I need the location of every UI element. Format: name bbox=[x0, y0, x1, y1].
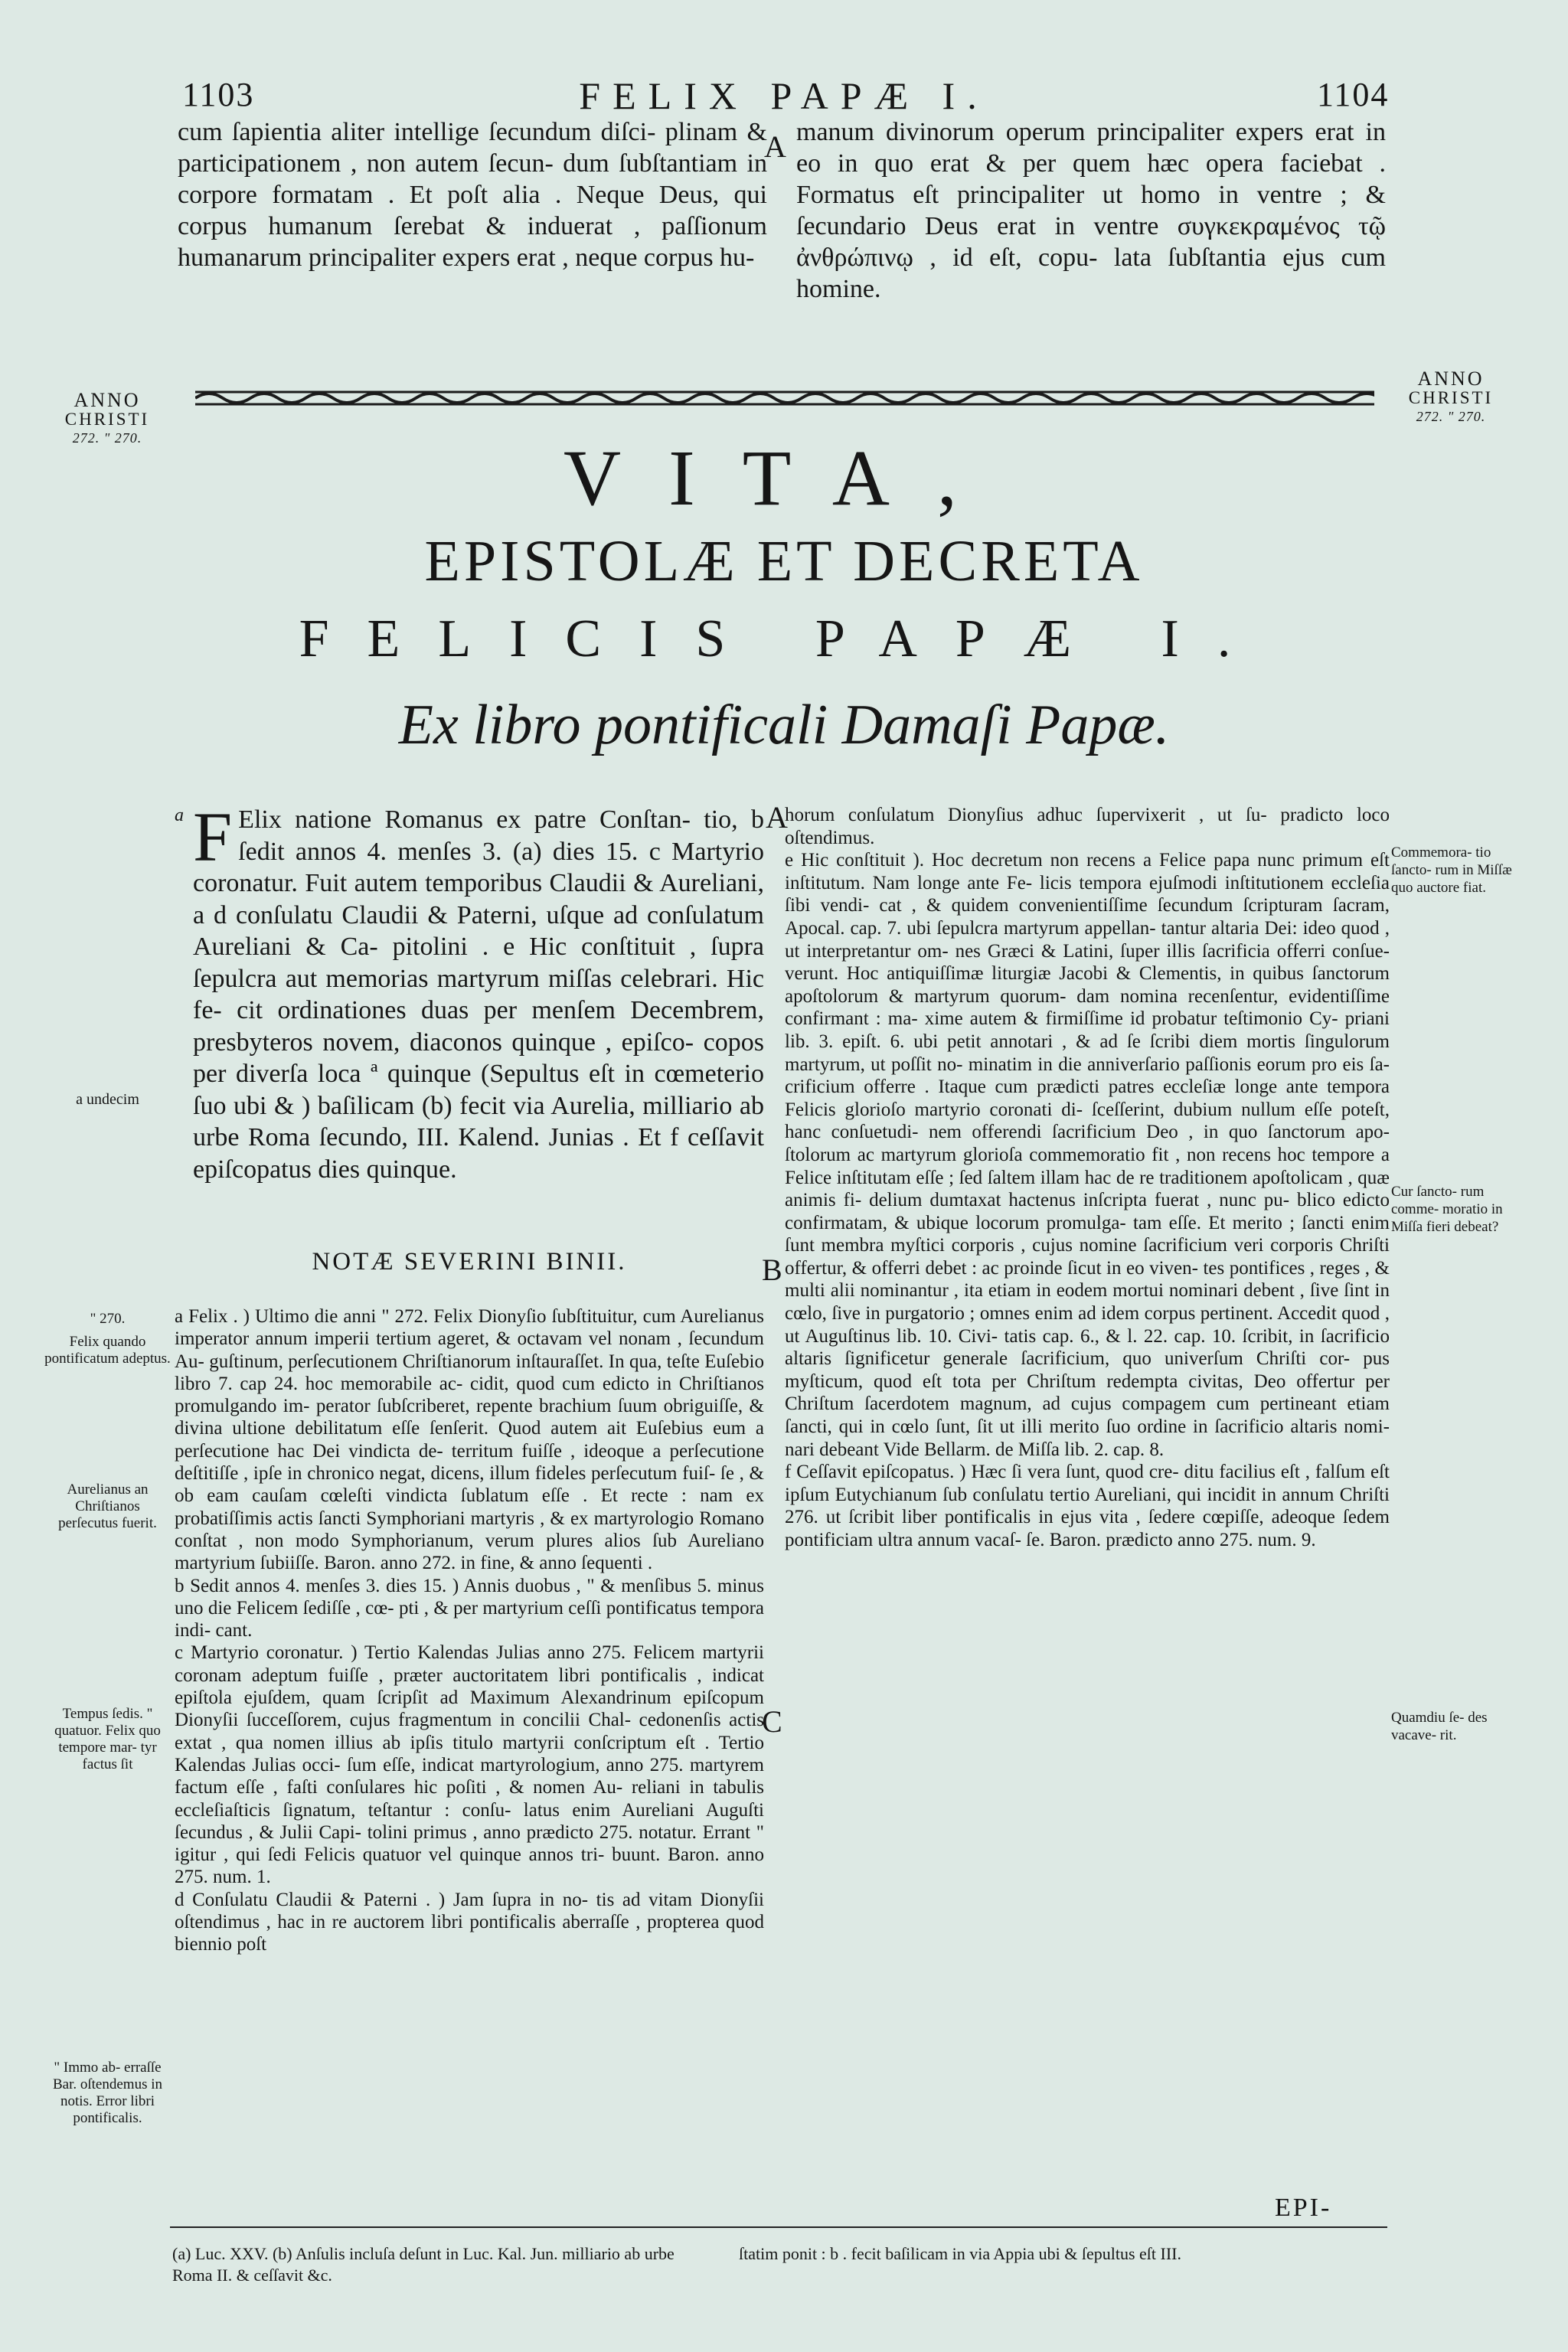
subtitle-source: Ex libro pontificali Damaſi Papæ. bbox=[398, 694, 1170, 756]
margin-right-note-1: Commemora- tio ſancto- rum in Miſſæ quo auctore fiat. bbox=[1391, 844, 1512, 896]
margin-left-note-3: Aurelianus an Chriſtianos perſecutus fuerit. bbox=[58, 1481, 157, 1531]
note-d: d Conſulatu Claudii & Paterni . ) Jam ſupra in no- tis ad vitam Dionyſii oſtendimus , hac in re auctorem libri pontificalis aberraſſe , propterea quod biennio poſt bbox=[175, 1889, 764, 1955]
footnote-right: ſtatim ponit : b . fecit baſilicam in via Appia ubi & ſepultus eſt III. bbox=[739, 2244, 1181, 2263]
margin-left-note-1: " 270. bbox=[90, 1311, 126, 1327]
title-epistolae: EPISTOLÆ ET DECRETA bbox=[424, 529, 1144, 593]
top-text-right-paragraph: manum divinorum operum principaliter expers erat in eo in quo erat & per quem hæc opera faciebat . Formatus eſt principaliter ut homo in ventre ; & ſecundario Deus erat in ventre συγκεκραμένος τῷ ἀνθρώπινῳ , id eſt, copu- lata ſubſtantia ejus cum homine. bbox=[796, 118, 1386, 303]
margin-a-body: a bbox=[175, 805, 184, 825]
anno-label: ANNO bbox=[1417, 368, 1485, 390]
notes-heading: NOTÆ SEVERINI BINII. bbox=[312, 1248, 627, 1276]
notes-left-column bbox=[175, 1305, 764, 1956]
margin-letter-a-top: A bbox=[764, 129, 786, 164]
drop-cap: F bbox=[193, 798, 233, 876]
top-text-right bbox=[796, 116, 1386, 305]
top-text-left-paragraph: cum ſapientia aliter intellige ſecundum diſci- plinam & participationem , non autem ſecun- dum ſubſtantiam in corpore formatam . Et poſt alia . Neque Deus, qui corpus humanum ſerebat & induerat , paſſionum humanarum principaliter expers erat , neque corpus hu- bbox=[178, 118, 767, 272]
note-f: f Ceſſavit epiſcopatus. ) Hæc ſi vera ſunt, quod cre- ditu facilius eſt , falſum eſt ipſum Eutychianum ſub conſulatu tertio Aureliani, qui incidit in annum Chriſti 276. ut ſcribit liber pontificalis in ejus vita , ſedere cœpiſſe, adeoque ſedem pontificiam ultra annum vacaſ- ſe. Baron. prædicto anno 275. num. 9. bbox=[785, 1462, 1390, 1550]
margin-letter-b: B bbox=[762, 1253, 782, 1287]
footnote-divider bbox=[170, 2226, 1387, 2228]
page-number-right: 1104 bbox=[1317, 76, 1390, 113]
catchword: EPI- bbox=[1275, 2194, 1332, 2222]
margin-right-note-2: Cur ſancto- rum comme- moratio in Miſſa fieri debeat? bbox=[1391, 1184, 1503, 1235]
margin-left-note-4: Tempus ſedis. " quatuor. Felix quo tempore mar- tyr factus ſit bbox=[54, 1706, 161, 1772]
running-title: FELIX PAPÆ I. bbox=[579, 74, 989, 117]
note-b: b Sedit annos 4. menſes 3. dies 15. ) Annis duobus , " & menſibus 5. minus uno die Felicem ſediſſe , cœ- pti , & per martyrium ceſſi pontificatus tempora indi- cant. bbox=[175, 1575, 764, 1642]
note-continuation: horum conſulatum Dionyſius adhuc ſupervixerit , ut ſu- pradicto loco oſtendimus. bbox=[785, 805, 1390, 848]
anno-label: ANNO bbox=[74, 389, 141, 411]
top-text-left bbox=[178, 116, 767, 273]
anno-christi-right bbox=[1386, 369, 1516, 426]
anno-year: 272. " 270. bbox=[1416, 409, 1486, 424]
page-number-left: 1103 bbox=[182, 76, 255, 113]
margin-note-undecim: a undecim bbox=[76, 1091, 139, 1108]
margin-letter-a: A bbox=[766, 800, 788, 835]
ornamental-rule bbox=[195, 383, 1374, 413]
note-c: c Martyrio coronatur. ) Tertio Kalendas Julias anno 275. Felicem martyrii coronam adeptum fuiſſe , præter auctoritatem libri pontificalis , indicat epiſtola ejuſdem, quam ſcripſit ad Maximum Alexandrinum epiſcopum Dionyſii ſucceſſorem, cujus fragmentum in concilii Chal- cedonenſis actis extat , qua nomen illius ab ipſis titulo martyrii conſcriptum eſt . Tertio Kalendas Julias occi- ſum eſſe, indicat martyrologium, anno 275. martyrem factum eſſe , faſti conſulares hic poſiti , & nomen Au- reliani in tabulis eccleſiaſticis ſignatum, teſtantur : conſu- latus enim Aureliani Auguſti ſecundus , & Julii Capi- tolini primus , anno prædicto 275. notatur. Errant " igitur , qui ſedi Felicis quatuor vel quinque annos tri- buunt. Baron. anno 275. num. 1. bbox=[175, 1642, 764, 1888]
notes-right-column bbox=[785, 804, 1390, 1552]
footnote-left: (a) Luc. XXV. (b) Anſulis incluſa deſunt in Luc. Kal. Jun. milliario ab urbe Roma II. & ceſſavit &c. bbox=[172, 2244, 675, 2285]
margin-right-note-3: Quamdiu ſe- des vacave- rit. bbox=[1391, 1710, 1488, 1743]
note-e: e Hic conſtituit ). Hoc decretum non recens a Felice papa nunc primum eſt inſtitutum. Nam longe ante Fe- licis tempora ejuſmodi inſtitutionem eccleſia ſibi vendi- cat , & quidem convenientiſſime ſecundum ſcripturam ſacram, Apocal. cap. 7. ubi ſepulcra martyrum appellan- tantur altaria Dei: ideo quod , ut interpretantur om- nes Græci & Latini, ſuper illis ſacrificia offerri conſue- verunt. Hoc antiquiſſimæ liturgiæ Jacobi & Clementis, in quibus ſanctorum apoſtolorum & martyrum quorum- dam nomina recenſentur, evidentiſſime confirmant : ma- xime autem & firmiſſime id probatur teſtimonio Cy- priani lib. 3. epiſt. 6. ubi petit annotari , & ad ſe ſcribi diem mortis ſingulorum martyrum, ut poſſit no- minatim in die anniverſario paſſionis eorum pro eis ſa- crificium offerre . Itaque cum prædicti patres eccleſiæ longe ante tempora Felicis glorioſo martyrio coronati di- ſceſſerint, dubium nullum eſſe poteſt, hanc conſuetudi- nem offerendi ſacrificium Deo , in quo ſanctorum apo- ſtolorum ac martyrum glorioſa commemoratio fit , non recens hoc tempore a Felice inſtitutam eſſe ; ſed ſaltem illam hac de re traditionem apoſtolicam , quæ animis fi- delium dumtaxat hactenus inſcripta fuerat , nunc pu- blico edicto confirmatam, & ubique locorum promulga- tam eſſe. Et merito ; ſancti enim ſunt membra myſtici corporis , cujus nomine ſacrificium veri corporis Chriſti offertur, & offerri debet : ac proinde ſicut in eo viven- tes pontifices , reges , & multi alii nominantur , ita etiam in eodem mortui nominari debent , ſive ſint in cœlo, ſive in purgatorio ; omnes enim ad idem corpus pertinent. Accedit quod , ut Auguſtinus lib. 10. Civi- tatis cap. 6., & l. 22. cap. 10. ſcribit, in ſacrificio altaris ſignificetur generale ſacrificium, quo univerſum Chriſti cor- pus myſticum, quod eſt tota per Chriſtum redempta civitas, Deo offertur per Chriſtum ſacerdotem magnum, ad cujus compagem cum pertineant etiam ſancti, qui in cœlo ſunt, ſit ut illi merito ſuo ordine in ſacrificio altaris nomi- nari debeant Vide Bellarm. de Miſſa lib. 2. cap. 8. bbox=[785, 850, 1390, 1460]
margin-left-note-2: Felix quando pontificatum adeptus. bbox=[44, 1334, 171, 1367]
margin-left-note-5: " Immo ab- erraſſe Bar. oſtendemus in notis. Error libri pontificalis. bbox=[52, 2060, 162, 2126]
christi-label: CHRISTI bbox=[64, 410, 150, 429]
title-vita: VITA, bbox=[563, 434, 1005, 522]
anno-year: 272. " 270. bbox=[72, 430, 142, 446]
title-felicis: FELICIS PAPÆ I. bbox=[299, 609, 1269, 668]
margin-letter-c: C bbox=[762, 1704, 782, 1739]
christi-label: CHRISTI bbox=[1408, 388, 1494, 407]
vita-body bbox=[193, 798, 764, 1185]
note-a: a Felix . ) Ultimo die anni " 272. Felix Dionyſio ſubſtituitur, cum Aurelianus imperator annum imperii tertium ageret, & octavam vel nonam , ſecundum Au- guſtinum, perſecutionem Chriſtianorum inſtauraſſet. In qua, teſte Euſebio libro 7. cap 24. hoc memorabile ac- cidit, quod cum edicto in Chriſtianos promulgando im- perator ſubſcriberet, repente brachium ſuum obriguiſſe, & divina ultione debilitatum eſſe ſenſerit. Quod autem ait Euſebius eum a perſecutione hac Dei vindicta de- territum fuiſſe , ideoque a perſecutione deſtitiſſe , ipſe in chronico negat, dicens, illum fideles perſecutum fuiſ- ſe , & ob eam cauſam cœleſti vindicta ſublatum eſſe . Et recte : nam ex probatiſſimis actis ſancti Symphoriani martyris , & ex martyrologio Romano conſtat , non modo Symphorianum, verum plures alios ſub Aureliano martyrium ſubiiſſe. Baron. anno 272. in fine, & anno ſequenti . bbox=[175, 1306, 764, 1574]
vita-body-text: Elix natione Romanus ex patre Conſtan- tio, b ſedit annos 4. menſes 3. (a) dies 15. c Martyrio coronatur. Fuit autem temporibus Claudii & Aureliani, a d conſulatu Claudii & Paterni, uſque ad conſulatum Aureliani & Ca- pitolini . e Hic conſtituit , ſupra ſepulcra aut memorias martyrum miſſas celebrari. Hic fe- cit ordinationes duas per menſem Decembrem, presbyteros novem, diaconos quinque , epiſco- copos per diverſa loca ª quinque (Sepultus eſt in cœmeterio ſuo ubi & ) baſilicam (b) fecit via Aurelia, milliario ab urbe Roma ſecundo, III. Kalend. Junias . Et f ceſſavit epiſcopatus dies quinque. bbox=[193, 805, 764, 1184]
